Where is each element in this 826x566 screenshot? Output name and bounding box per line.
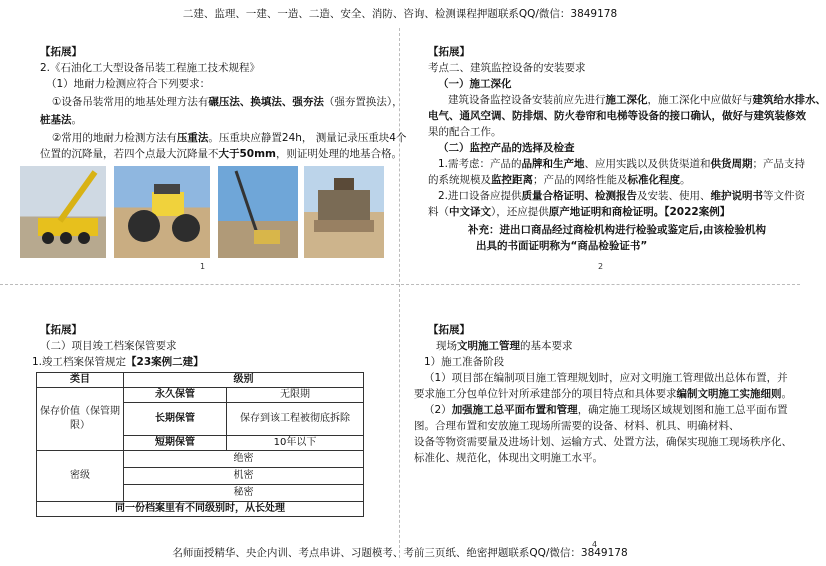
slide-4 [414, 322, 792, 466]
table-cell: 10年以下 [227, 436, 364, 451]
slide-2-line-9: 2.进口设备应提供质量合格证明、检测报告及安装、使用、维护说明书等文件资 [438, 190, 806, 202]
table-cell: 保存到该工程被彻底拆除 [227, 403, 364, 436]
table-header-level: 级别 [124, 373, 364, 388]
table-row [37, 388, 364, 403]
archive-table [36, 372, 364, 517]
slide-2-line-3: 建筑设备监控设备安装前应先进行施工深化，施工深化中应做好与建筑给水排水、 [448, 94, 826, 106]
table-cell-secret-label: 密级 [37, 451, 124, 502]
slide-2-line-11: 补充：进出口商品经过商检机构进行检验或鉴定后,由该检验机构 [468, 224, 766, 236]
crane-truck-photo [20, 166, 106, 258]
slide-2-line-6: （二）监控产品的选择及检查 [438, 142, 575, 154]
slide-2-line-12: 出具的书面证明称为“商品检验证书” [476, 240, 648, 252]
slide-2 [428, 44, 826, 254]
slide-4-line-1: 现场文明施工管理的基本要求 [436, 340, 573, 352]
pile-driver-photo [218, 166, 298, 258]
slide-3 [32, 322, 204, 370]
slide-2-line-4: 电气、通风空调、防排烟、防火卷帘和电梯等设备的接口确认，做好与建筑装修效 [428, 110, 806, 122]
slide-1-line-3: 桩基法。 [40, 114, 82, 126]
slide-3-line-1: （二）项目竣工档案保管要求 [40, 340, 177, 352]
slide-1-title: 2.《石油化工大型设备吊装工程施工技术规程》 [40, 62, 261, 74]
slide-1-line-4: ②常用的地耐力检测方法有压重法。压重块应静置24h， 测量记录压重块4个 [52, 132, 407, 144]
load-test-photo [304, 166, 384, 258]
slide-1-line-5: 位置的沉降量，若四个点最大沉降量不大于50mm，则证明处理的地基合格。 [40, 148, 402, 160]
page-number-4: 4 [592, 540, 598, 549]
table-cell: 机密 [124, 468, 364, 485]
page-footer: 名师面授精华、央企内训、考点串讲、习题模考、考前三页纸、绝密押题联系QQ/微信：3849178 [172, 547, 628, 559]
slide-4-line-4: 要求施工分包单位针对所承建部分的项目特点和具体要求编制文明施工实施细则。 [414, 388, 792, 400]
slide-2-line-8: 的系统规模及监控距离；产品的网络性能及标准化程度。 [428, 174, 691, 186]
slide-2-line-10: 料（中文译文），还应提供原产地证明和商检证明。【2022案例】 [428, 206, 731, 218]
quadrant-divider-horizontal [0, 284, 800, 285]
slide-4-tag: 【拓展】 [428, 324, 470, 336]
table-header-category: 类目 [37, 373, 124, 388]
slide-2-tag: 【拓展】 [428, 46, 470, 58]
road-roller-photo [114, 166, 210, 258]
slide-1-line-1: （1）地耐力检测应符合下列要求： [46, 78, 211, 90]
slide-4-line-6: 图。合理布置和安放施工现场所需要的设备、材料、机具、明确材料、 [414, 420, 740, 432]
table-cell: 长期保管 [124, 403, 227, 436]
table-cell: 绝密 [124, 451, 364, 468]
slide-1 [40, 44, 406, 162]
table-note: 同一份档案里有不同级别时，从长处理 [37, 502, 364, 517]
slide-2-line-7: 1.需考虑：产品的品牌和生产地、应用实践以及供货渠道和供货周期；产品支持 [438, 158, 806, 170]
table-row [37, 373, 364, 388]
slide-4-line-7: 设备等物资需要量及进场计划、运输方式、处置方法，确保实现施工现场秩序化、 [414, 436, 792, 448]
page-header: 二建、监理、一建、一造、二造、安全、消防、咨询、检测课程押题联系QQ/微信：3849178 [182, 8, 618, 20]
table-cell: 永久保管 [124, 388, 227, 403]
table-row [37, 502, 364, 517]
slide-2-line-5: 果的配合工作。 [428, 126, 502, 138]
table-cell: 短期保管 [124, 436, 227, 451]
slide-4-line-5: （2）加强施工总平面布置和管理，确定施工现场区域规划图和施工总平面布置 [424, 404, 788, 416]
table-row [37, 451, 364, 468]
slide-2-line-2: （一）施工深化 [438, 78, 512, 90]
table-cell: 秘密 [124, 485, 364, 502]
page-number-2: 2 [598, 262, 604, 271]
page-number-1: 1 [200, 262, 206, 271]
slide-4-line-8: 标准化、规范化，体现出文明施工水平。 [414, 452, 603, 464]
slide-2-line-1: 考点二、建筑监控设备的安装要求 [428, 62, 586, 74]
slide-3-line-2: 1.竣工档案保管规定【23案例二建】 [32, 356, 204, 368]
slide-4-line-2: 1）施工准备阶段 [424, 356, 505, 368]
slide-1-line-2: ①设备吊装常用的地基处理方法有碾压法、换填法、强夯法（强夯置换法）， [52, 96, 403, 108]
table-cell-keep-label: 保存价值（保管期限） [37, 388, 124, 451]
table-cell: 无限期 [227, 388, 364, 403]
slide-1-tag: 【拓展】 [40, 46, 82, 58]
slide-4-line-3: （1）项目部在编制项目施工管理规划时，应对文明施工管理做出总体布置，并 [424, 372, 788, 384]
slide-3-tag: 【拓展】 [40, 324, 82, 336]
